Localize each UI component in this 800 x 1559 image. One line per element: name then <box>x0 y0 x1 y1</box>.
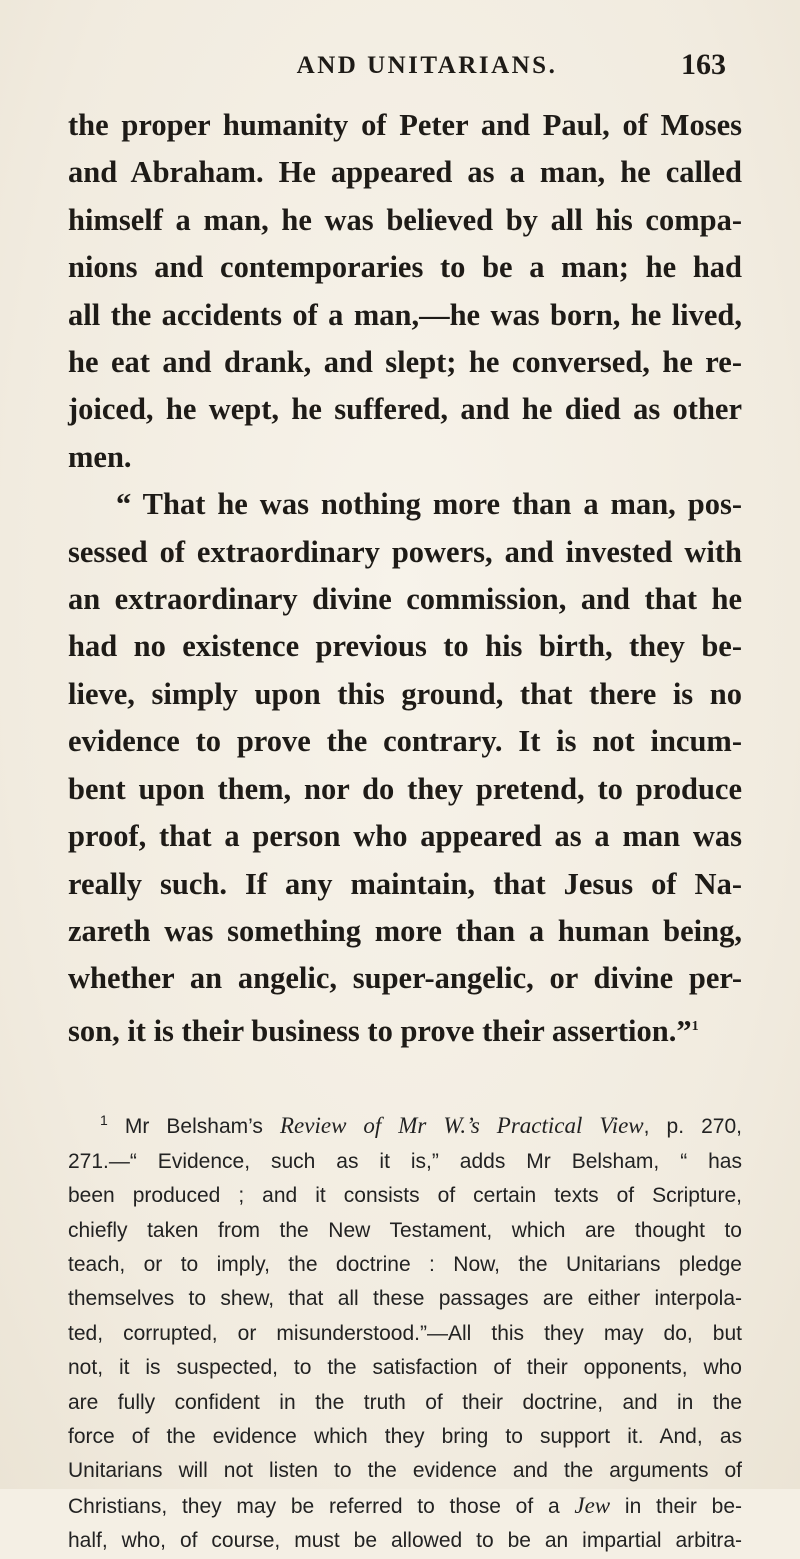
running-title: AND UNITARIANS. <box>296 52 558 79</box>
footnote-text: in their be- <box>610 1494 742 1518</box>
text-line: lieve, simply upon this ground, that there is no <box>68 676 742 711</box>
footnote-reference: 1 <box>691 1018 699 1034</box>
text-line: really such. If any maintain, that Jesus of Na- <box>68 866 742 901</box>
text-line: “ That he was nothing more than a man, pos- <box>116 487 742 522</box>
footnote-spacer <box>52 1055 742 1103</box>
text-line: men. <box>68 439 132 474</box>
text-line: proof, that a person who appeared as a man was <box>68 819 742 854</box>
text-line: he eat and drank, and slept; he conversed, he re- <box>68 345 742 380</box>
footnote-line: half, who, of course, must be allowed to be an impartial arbitra- <box>68 1529 742 1553</box>
text-line: himself a man, he was believed by all his compa- <box>68 202 742 237</box>
footnote <box>52 1103 742 1558</box>
footnote-line: not, it is suspected, to the satisfaction of their opponents, who <box>68 1356 742 1380</box>
footnote-line: been produced ; and it consists of certain texts of Scripture, <box>68 1184 742 1208</box>
footnote-text: Mr Belsham’s <box>124 1115 280 1139</box>
footnote-line <box>68 1103 742 1144</box>
footnote-line: 271.—“ Evidence, such as it is,” adds Mr Belsham, “ has <box>68 1149 742 1173</box>
footnote-line: force of the evidence which they bring to support it. And, as <box>68 1424 742 1448</box>
footnote-line: teach, or to imply, the doctrine : Now, the Unitarians pledge <box>68 1252 742 1276</box>
text-line: had no existence previous to his birth, they be- <box>68 629 742 664</box>
text-line: all the accidents of a man,—he was born, he lived, <box>68 297 742 332</box>
footnote-text: Christians, they may be referred to those of a <box>68 1494 575 1518</box>
text-line-content: son, it is their business to prove their assertion.” <box>68 1013 692 1048</box>
text-line: the proper humanity of Peter and Paul, of Moses <box>68 108 742 142</box>
footnote-citation-title: Review of Mr W.’s Practical View <box>280 1113 644 1139</box>
running-head <box>52 0 742 96</box>
text-line-final <box>68 1003 742 1056</box>
text-line: joiced, he wept, he suffered, and he died as other <box>68 392 742 427</box>
footnote-line: themselves to shew, that all these passages are either interpola- <box>68 1287 742 1311</box>
footnote-line: chiefly taken from the New Testament, which are thought to <box>68 1218 742 1242</box>
footnote-line: are fully confident in the truth of their doctrine, and in the <box>68 1390 742 1414</box>
footnote-emphasis: Jew <box>574 1492 611 1518</box>
footnote-line: ted, corrupted, or misunderstood.”—All this they may do, but <box>68 1321 742 1345</box>
page-number: 163 <box>681 48 726 81</box>
footnote-line <box>68 1489 742 1524</box>
footnote-marker: 1 <box>100 1112 108 1129</box>
footnote-line: Unitarians will not listen to the evidence and the arguments of <box>68 1459 742 1483</box>
text-line: and Abraham. He appeared as a man, he called <box>68 155 742 190</box>
footnote-text: , p. 270, <box>643 1115 742 1139</box>
text-line: bent upon them, nor do they pretend, to produce <box>68 771 742 806</box>
main-text <box>52 102 742 1055</box>
text-line: whether an angelic, super-angelic, or divine per- <box>68 961 742 996</box>
text-line: sessed of extraordinary powers, and invested with <box>68 534 742 569</box>
text-line: evidence to prove the contrary. It is not incum- <box>68 724 742 759</box>
text-line: zareth was something more than a human being, <box>68 913 742 948</box>
text-line: nions and contemporaries to be a man; he had <box>68 250 742 285</box>
text-line: an extraordinary divine commission, and that he <box>68 582 742 617</box>
